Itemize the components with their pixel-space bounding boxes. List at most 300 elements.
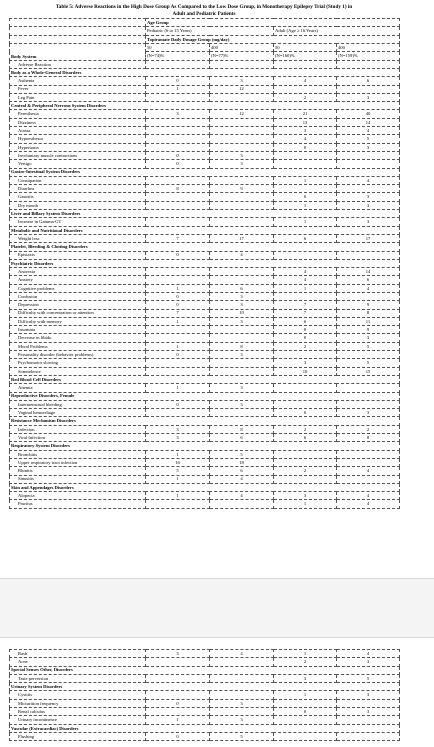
value-cell: 4 xyxy=(274,276,337,284)
value-cell: 0 xyxy=(274,409,337,417)
section-row xyxy=(10,392,400,400)
reaction-label: Somnolence xyxy=(10,367,146,375)
section-row xyxy=(10,417,400,425)
table-row xyxy=(10,434,400,442)
value-cell: 3 xyxy=(337,334,400,342)
reaction-label: Taste perversion xyxy=(10,674,146,682)
table-row xyxy=(10,492,400,500)
reaction-label: Increase in Gamma-GT xyxy=(10,218,146,226)
value-cell xyxy=(210,359,274,367)
value-cell xyxy=(146,143,210,151)
table-title xyxy=(9,4,399,18)
value-cell: 4 xyxy=(210,251,274,259)
table-row xyxy=(10,658,400,666)
value-cell xyxy=(210,193,274,201)
section-row xyxy=(10,168,400,176)
value-cell xyxy=(146,193,210,201)
value-cell: 4 xyxy=(337,284,400,292)
table-row xyxy=(10,127,400,135)
value-cell: 4 xyxy=(337,492,400,500)
value-cell xyxy=(274,151,337,159)
value-cell xyxy=(146,326,210,334)
value-cell xyxy=(210,326,274,334)
value-cell: 0 xyxy=(146,160,210,168)
value-cell: 3 xyxy=(146,110,210,118)
table-row xyxy=(10,699,400,707)
value-cell xyxy=(146,500,210,508)
value-cell xyxy=(146,691,210,699)
reaction-label: Depression xyxy=(10,301,146,309)
reaction-label: Vaginal hemorrhage xyxy=(10,409,146,417)
header-row-adverse xyxy=(10,60,400,68)
value-cell xyxy=(146,658,210,666)
value-cell: 3 xyxy=(210,384,274,392)
value-cell: 5 xyxy=(337,674,400,682)
table-row xyxy=(10,135,400,143)
value-cell: 9 xyxy=(210,185,274,193)
value-cell: 8 xyxy=(146,185,210,193)
value-cell xyxy=(210,127,274,135)
table-body-page-2 xyxy=(10,650,400,741)
value-cell xyxy=(146,218,210,226)
table-body-page-1 xyxy=(10,68,400,508)
reaction-label: Cognitive problems xyxy=(10,284,146,292)
value-cell xyxy=(146,176,210,184)
value-cell: 15 xyxy=(337,367,400,375)
value-cell: 3 xyxy=(146,425,210,433)
value-cell xyxy=(274,292,337,300)
table-row xyxy=(10,732,400,740)
table-row xyxy=(10,110,400,118)
value-cell: 6 xyxy=(337,276,400,284)
table-row xyxy=(10,201,400,209)
table-row xyxy=(10,691,400,699)
section-row xyxy=(10,68,400,76)
value-cell xyxy=(146,201,210,209)
table-row xyxy=(10,334,400,342)
table-row xyxy=(10,367,400,375)
value-cell: 3 xyxy=(274,359,337,367)
header-n: (N=160)% xyxy=(274,52,337,60)
reaction-label: Ataxia xyxy=(10,127,146,135)
value-cell: 6 xyxy=(210,284,274,292)
value-cell: 7 xyxy=(274,301,337,309)
section-label: Platelet, Bleeding & Clotting Disorders xyxy=(10,243,400,251)
table-row xyxy=(10,151,400,159)
value-cell xyxy=(210,135,274,143)
value-cell: 1 xyxy=(146,85,210,93)
value-cell xyxy=(274,85,337,93)
value-cell xyxy=(337,450,400,458)
value-cell xyxy=(210,409,274,417)
reaction-label: Difficulty with memory xyxy=(10,317,146,325)
section-row xyxy=(10,210,400,218)
header-n: (N=77)% xyxy=(210,52,274,60)
header-blank xyxy=(210,60,274,68)
value-cell: 8 xyxy=(274,326,337,334)
page-break xyxy=(0,578,434,638)
value-cell: 2 xyxy=(274,467,337,475)
value-cell: 0 xyxy=(146,77,210,85)
header-adverse-reaction: Adverse Reaction xyxy=(10,60,146,68)
value-cell: 0 xyxy=(274,708,337,716)
value-cell: 3 xyxy=(210,699,274,707)
reaction-label: Dry mouth xyxy=(10,201,146,209)
value-cell: 3 xyxy=(274,492,337,500)
table-row xyxy=(10,650,400,658)
reaction-label: Weight loss xyxy=(10,234,146,242)
section-label: Special Senses Other, Disorders xyxy=(10,666,400,674)
value-cell: 3 xyxy=(146,650,210,658)
value-cell: 1 xyxy=(146,492,210,500)
value-cell: 3 xyxy=(210,292,274,300)
value-cell xyxy=(274,251,337,259)
table-row xyxy=(10,143,400,151)
value-cell: 4 xyxy=(337,176,400,184)
section-row xyxy=(10,666,400,674)
value-cell: 7 xyxy=(146,234,210,242)
value-cell: 1 xyxy=(274,284,337,292)
reaction-label: Micturition frequency xyxy=(10,699,146,707)
value-cell: 14 xyxy=(337,118,400,126)
header-blank xyxy=(10,35,146,43)
value-cell: 1 xyxy=(274,500,337,508)
reaction-label: Hypoesthesia xyxy=(10,135,146,143)
value-cell xyxy=(274,699,337,707)
value-cell xyxy=(146,268,210,276)
value-cell: 8 xyxy=(337,434,400,442)
header-blank xyxy=(146,60,210,68)
value-cell: 1 xyxy=(146,716,210,724)
value-cell: 0 xyxy=(146,732,210,740)
reaction-label: Sinusitis xyxy=(10,475,146,483)
value-cell: 6 xyxy=(274,434,337,442)
value-cell: 9 xyxy=(337,326,400,334)
section-row xyxy=(10,102,400,110)
value-cell: 1 xyxy=(146,384,210,392)
value-cell: 2 xyxy=(274,425,337,433)
section-label: Resistance Mechanism Disorders xyxy=(10,417,400,425)
value-cell: 12 xyxy=(210,85,274,93)
reaction-label: Mood Problems xyxy=(10,342,146,350)
value-cell: 10 xyxy=(210,309,274,317)
value-cell: 40 xyxy=(337,110,400,118)
adverse-reactions-table-continued xyxy=(9,649,400,741)
section-label: Body as a Whole-General Disorders xyxy=(10,68,400,76)
table-row xyxy=(10,176,400,184)
value-cell xyxy=(337,351,400,359)
header-n: (N=74)% xyxy=(146,52,210,60)
value-cell xyxy=(337,384,400,392)
section-row xyxy=(10,483,400,491)
header-body-system: Body System xyxy=(10,44,146,61)
value-cell: 8 xyxy=(210,342,274,350)
reaction-label: Pruritus xyxy=(10,500,146,508)
header-blank xyxy=(337,60,400,68)
adverse-reactions-table xyxy=(9,18,400,509)
header-dose: 50 xyxy=(146,44,210,52)
value-cell xyxy=(337,185,400,193)
value-cell xyxy=(146,334,210,342)
value-cell: 4 xyxy=(337,500,400,508)
value-cell: 17 xyxy=(337,234,400,242)
header-blank xyxy=(10,27,146,35)
table-row xyxy=(10,234,400,242)
value-cell: 6 xyxy=(210,434,274,442)
value-cell: 0 xyxy=(146,251,210,259)
header-adult: Adult (Age ≥ 16 Years) xyxy=(274,27,400,35)
header-blank xyxy=(274,60,337,68)
value-cell: 6 xyxy=(337,77,400,85)
value-cell: 1 xyxy=(146,342,210,350)
value-cell: 0 xyxy=(146,292,210,300)
reaction-label: Epistaxis xyxy=(10,251,146,259)
value-cell xyxy=(274,732,337,740)
value-cell: 3 xyxy=(337,658,400,666)
value-cell: 1 xyxy=(274,176,337,184)
value-cell: 3 xyxy=(337,201,400,209)
section-label: Gastro-Intestinal System Disorders xyxy=(10,168,400,176)
reaction-label: Cystitis xyxy=(10,691,146,699)
reaction-label: Dizziness xyxy=(10,118,146,126)
reaction-label: Decrease in libido xyxy=(10,334,146,342)
reaction-label: Vertigo xyxy=(10,160,146,168)
header-row-doses xyxy=(10,44,400,52)
reaction-label: Hypertonia xyxy=(10,143,146,151)
value-cell xyxy=(274,384,337,392)
value-cell: 3 xyxy=(210,716,274,724)
table-row xyxy=(10,409,400,417)
value-cell xyxy=(210,268,274,276)
value-cell: 1 xyxy=(274,201,337,209)
table-row xyxy=(10,400,400,408)
table-row xyxy=(10,326,400,334)
section-row xyxy=(10,683,400,691)
table-row xyxy=(10,384,400,392)
header-dose: 50 xyxy=(274,44,337,52)
table-row xyxy=(10,458,400,466)
reaction-label: Personality disorder (behavior problems) xyxy=(10,351,146,359)
reaction-label: Insomnia xyxy=(10,326,146,334)
value-cell: 8 xyxy=(210,425,274,433)
section-row xyxy=(10,243,400,251)
value-cell xyxy=(210,691,274,699)
value-cell xyxy=(337,160,400,168)
value-cell: 2 xyxy=(337,425,400,433)
table-row xyxy=(10,77,400,85)
value-cell xyxy=(210,276,274,284)
value-cell: 3 xyxy=(337,691,400,699)
header-n: (N=159)% xyxy=(337,52,400,60)
reaction-label: Rash xyxy=(10,650,146,658)
header-dosage-group: Topiramate Daily Dosage Group (mg/day) xyxy=(146,35,400,43)
value-cell: 2 xyxy=(274,658,337,666)
reaction-label: Acne xyxy=(10,658,146,666)
value-cell: 3 xyxy=(274,127,337,135)
value-cell: 4 xyxy=(210,650,274,658)
value-cell xyxy=(337,475,400,483)
reaction-label: Constipation xyxy=(10,176,146,184)
table-row xyxy=(10,85,400,93)
value-cell: 6 xyxy=(274,234,337,242)
table-row xyxy=(10,301,400,309)
reaction-label: Difficulty with concentration or attention xyxy=(10,309,146,317)
section-row xyxy=(10,375,400,383)
value-cell xyxy=(337,251,400,259)
value-cell xyxy=(146,367,210,375)
value-cell: 2 xyxy=(274,93,337,101)
value-cell xyxy=(274,475,337,483)
value-cell xyxy=(274,450,337,458)
value-cell: 0 xyxy=(274,193,337,201)
value-cell: 4 xyxy=(274,77,337,85)
value-cell: 3 xyxy=(210,160,274,168)
header-age-group: Age Group xyxy=(146,19,400,27)
value-cell xyxy=(274,160,337,168)
section-label: Skin and Appendages Disorders xyxy=(10,483,400,491)
value-cell xyxy=(274,716,337,724)
value-cell xyxy=(210,201,274,209)
value-cell xyxy=(274,185,337,193)
reaction-label: Intermenstrual bleeding xyxy=(10,400,146,408)
header-row-dosage xyxy=(10,35,400,43)
value-cell: 3 xyxy=(337,193,400,201)
table-row xyxy=(10,292,400,300)
value-cell xyxy=(337,716,400,724)
section-label: Reproductive Disorders, Female xyxy=(10,392,400,400)
table-row xyxy=(10,708,400,716)
section-label: Respiratory System Disorders xyxy=(10,442,400,450)
value-cell: 3 xyxy=(337,93,400,101)
reaction-label: Anxiety xyxy=(10,276,146,284)
reaction-label: Psychomotor slowing xyxy=(10,359,146,367)
value-cell: 2 xyxy=(274,342,337,350)
value-cell xyxy=(337,400,400,408)
value-cell: 0 xyxy=(146,699,210,707)
value-cell xyxy=(337,292,400,300)
value-cell: 3 xyxy=(337,409,400,417)
table-row xyxy=(10,218,400,226)
value-cell: 3 xyxy=(146,434,210,442)
value-cell xyxy=(146,276,210,284)
reaction-label: Bronchitis xyxy=(10,450,146,458)
value-cell: 7 xyxy=(146,309,210,317)
table-row xyxy=(10,351,400,359)
reaction-label: Confusion xyxy=(10,292,146,300)
reaction-label: Alopecia xyxy=(10,492,146,500)
section-label: Psychiatric Disorders xyxy=(10,259,400,267)
value-cell: 5 xyxy=(210,732,274,740)
section-row xyxy=(10,226,400,234)
value-cell: 3 xyxy=(210,400,274,408)
table-row xyxy=(10,342,400,350)
value-cell: 5 xyxy=(210,450,274,458)
table-row xyxy=(10,467,400,475)
reaction-label: Flushing xyxy=(10,732,146,740)
reaction-label: Asthenia xyxy=(10,77,146,85)
value-cell: 8 xyxy=(337,309,400,317)
reaction-label: Fever xyxy=(10,85,146,93)
value-cell: 4 xyxy=(337,127,400,135)
value-cell xyxy=(210,367,274,375)
value-cell: 1 xyxy=(274,650,337,658)
value-cell: 18 xyxy=(210,458,274,466)
section-label: Urinary System Disorders xyxy=(10,683,400,691)
value-cell: 1 xyxy=(274,218,337,226)
value-cell: 21 xyxy=(274,110,337,118)
value-cell: 4 xyxy=(337,650,400,658)
value-cell: 10 xyxy=(274,367,337,375)
table-row xyxy=(10,450,400,458)
value-cell xyxy=(146,135,210,143)
table-row xyxy=(10,425,400,433)
value-cell: 13 xyxy=(274,118,337,126)
value-cell: 5 xyxy=(337,342,400,350)
table-row xyxy=(10,118,400,126)
value-cell xyxy=(210,218,274,226)
table-row xyxy=(10,475,400,483)
value-cell xyxy=(146,359,210,367)
value-cell: 3 xyxy=(337,708,400,716)
value-cell: 4 xyxy=(337,467,400,475)
reaction-label: Urinary incontinence xyxy=(10,716,146,724)
reaction-label: Renal calculus xyxy=(10,708,146,716)
table-row xyxy=(10,276,400,284)
value-cell xyxy=(210,143,274,151)
value-cell xyxy=(210,658,274,666)
value-cell: 5 xyxy=(146,467,210,475)
value-cell xyxy=(210,334,274,342)
value-cell: 17 xyxy=(210,234,274,242)
table-row xyxy=(10,309,400,317)
table-row xyxy=(10,193,400,201)
value-cell: 0 xyxy=(146,151,210,159)
table-row xyxy=(10,359,400,367)
reaction-label: Viral Infection xyxy=(10,434,146,442)
reaction-label: Rhinitis xyxy=(10,467,146,475)
value-cell xyxy=(274,351,337,359)
table-row xyxy=(10,268,400,276)
value-cell: 0 xyxy=(274,334,337,342)
section-label: Vascular (Extracardiac) Disorders xyxy=(10,724,400,732)
value-cell xyxy=(146,674,210,682)
value-cell xyxy=(146,93,210,101)
section-label: Red Blood Cell Disorders xyxy=(10,375,400,383)
table-title-line-2: Adult and Pediatric Patients xyxy=(172,10,236,17)
value-cell xyxy=(210,176,274,184)
reaction-label: Involuntary muscle contractions xyxy=(10,151,146,159)
value-cell: 0 xyxy=(146,351,210,359)
table-row xyxy=(10,251,400,259)
value-cell: 5 xyxy=(337,135,400,143)
value-cell: 1 xyxy=(146,475,210,483)
value-cell: 0 xyxy=(146,301,210,309)
table-row xyxy=(10,674,400,682)
section-label: Metabolic and Nutritional Disorders xyxy=(10,226,400,234)
value-cell: 3 xyxy=(337,143,400,151)
value-cell: 0 xyxy=(274,143,337,151)
reaction-label: Anorexia xyxy=(10,268,146,276)
value-cell: 3 xyxy=(210,77,274,85)
table-page-2 xyxy=(9,649,399,741)
value-cell xyxy=(337,458,400,466)
table-row xyxy=(10,93,400,101)
table-row xyxy=(10,716,400,724)
value-cell: 3 xyxy=(274,674,337,682)
value-cell: 16 xyxy=(146,458,210,466)
section-row xyxy=(10,259,400,267)
value-cell xyxy=(337,699,400,707)
